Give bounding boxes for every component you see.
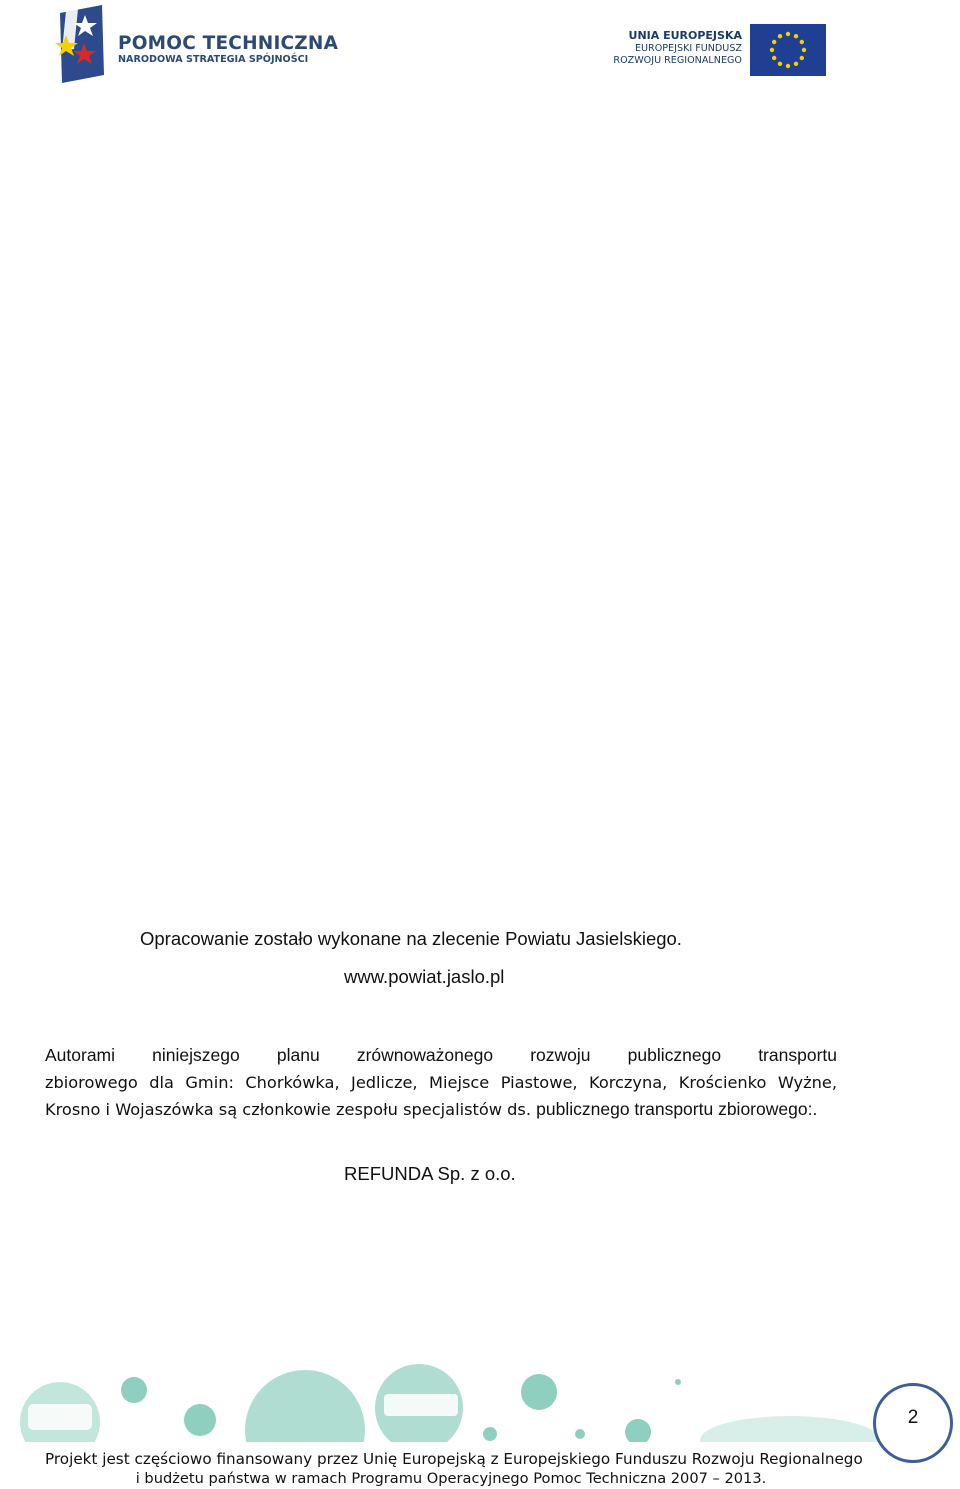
authors-rest: zbiorowego dla Gmin: Chorkówka, Jedlicze, Miejsce Piastowe, Korczyna, Krościenko Wyżne, Krosno i Wojaszówka są członkowie zespołu specjalistów ds. <box>45 1073 837 1119</box>
company-name: REFUNDA Sp. z o.o. <box>344 1163 516 1184</box>
footer-decoration <box>0 1360 960 1450</box>
eu-logo-line2: EUROPEJSKI FUNDUSZ <box>634 42 742 54</box>
stars-flag-icon <box>52 5 112 83</box>
authors-body <box>45 1069 837 1123</box>
authors-block <box>45 1042 837 1123</box>
authors-line-1: Autorami niniejszego planu zrównoważonego rozwoju publicznego transportu <box>45 1045 837 1065</box>
website-link[interactable]: www.powiat.jaslo.pl <box>344 966 505 987</box>
footer-funding-line2: i budżetu państwa w ramach Programu Operacyjnego Pomoc Techniczna 2007 – 2013. <box>135 1470 767 1487</box>
pomoc-techniczna-logo <box>52 5 339 85</box>
eu-logo-line3: ROZWOJU REGIONALNEGO <box>613 55 742 66</box>
eu-logo-line1: UNIA EUROPEJSKA <box>628 29 742 42</box>
eu-logo <box>612 22 830 78</box>
logo-title: POMOC TECHNICZNA <box>118 33 339 54</box>
footer-funding-line1: Projekt jest częściowo finansowany przez Unię Europejską z Europejskiego Funduszu Rozwoju Regionalnego <box>45 1450 863 1468</box>
page-number: 2 <box>907 1407 919 1428</box>
authors-end: publicznego transportu zbiorowego:. <box>536 1099 818 1119</box>
logo-subtitle: NARODOWA STRATEGIA SPÓJNOŚCI <box>118 54 309 65</box>
commission-line: Opracowanie zostało wykonane na zlecenie Powiatu Jasielskiego. <box>140 928 682 949</box>
eu-flag-icon <box>750 24 826 76</box>
